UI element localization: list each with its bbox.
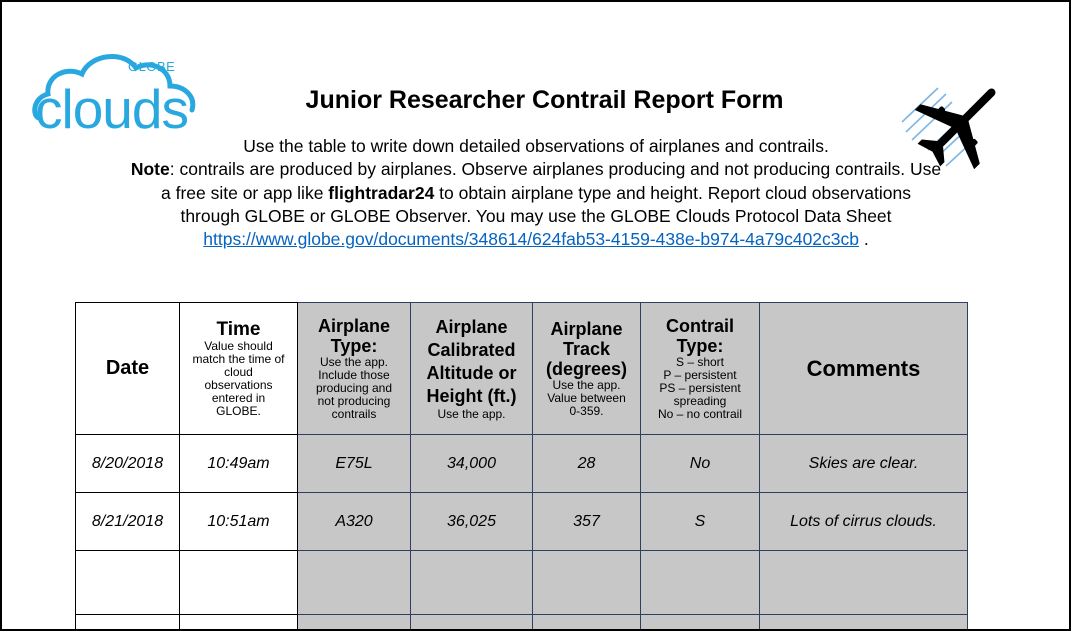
- row1-comments: Skies are clear.: [808, 454, 919, 472]
- row2-comments: Lots of cirrus clouds.: [790, 512, 937, 530]
- cell-date[interactable]: [76, 435, 180, 493]
- header-type-note: Use the app. Include those producing and not producing contrails: [315, 355, 393, 421]
- row1-type: E75L: [335, 454, 373, 472]
- intro-line: Use the table to write down detailed observations of airplanes and contrails.: [243, 136, 829, 156]
- data-sheet-link[interactable]: https://www.globe.gov/documents/348614/624fab53-4159-438e-b974-4a79c402c3cb: [203, 229, 860, 250]
- header-contrail-type: [641, 303, 760, 435]
- header-comments: [760, 303, 968, 435]
- header-date: [76, 303, 180, 435]
- contrail-code-none: No – no contrail: [657, 407, 743, 421]
- cell-type[interactable]: [298, 615, 411, 631]
- row1-time: 10:49am: [207, 454, 270, 472]
- cell-altitude[interactable]: [411, 435, 533, 493]
- header-time-label: Time: [216, 318, 261, 340]
- row2-date: 8/21/2018: [91, 512, 164, 530]
- table-row: [76, 435, 968, 493]
- row1-date: 8/20/2018: [91, 454, 164, 472]
- note-text-part-2: to obtain airplane type and height. Report cloud observations through GLOBE or GLOBE Observer. You may use the GLOBE Clouds Protocol Data Sheet: [180, 182, 912, 226]
- cell-altitude[interactable]: [411, 551, 533, 615]
- row2-type: A320: [335, 512, 373, 530]
- cell-type[interactable]: [298, 435, 411, 493]
- globe-clouds-logo: [32, 46, 202, 146]
- header-track-label: Airplane Track (degrees): [545, 319, 628, 379]
- note-text-part-1: : contrails are produced by airplanes. Observe airplanes producing and not producing contrails. Use a free site or app like: [160, 159, 942, 203]
- row1-altitude: 34,000: [447, 454, 496, 472]
- cell-track[interactable]: [533, 493, 641, 551]
- cell-contrail[interactable]: [641, 435, 760, 493]
- cell-track[interactable]: [533, 551, 641, 615]
- header-time-note: Value should match the time of cloud observations entered in GLOBE.: [192, 338, 285, 418]
- table-row-empty: [76, 615, 968, 631]
- contrail-code-persistent: P – persistent: [663, 368, 737, 382]
- cell-date[interactable]: [76, 493, 180, 551]
- header-time: [180, 303, 298, 435]
- cell-type[interactable]: [298, 493, 411, 551]
- contrail-report-table: [75, 302, 968, 631]
- cell-time[interactable]: [180, 435, 298, 493]
- header-airplane-type: [298, 303, 411, 435]
- app-name: flightradar24: [328, 182, 435, 203]
- header-contrail-label: Contrail Type:: [665, 316, 734, 356]
- table-row: [76, 493, 968, 551]
- logo-globe-text: GLOBE: [128, 59, 176, 74]
- header-type-label: Airplane Type:: [317, 316, 391, 356]
- cell-altitude[interactable]: [411, 493, 533, 551]
- cell-time[interactable]: [180, 493, 298, 551]
- cell-contrail[interactable]: [641, 615, 760, 631]
- logo-clouds-text: clouds: [35, 78, 188, 140]
- note-label: Note: [130, 159, 170, 180]
- cell-comments[interactable]: [760, 493, 968, 551]
- cell-comments[interactable]: [760, 551, 968, 615]
- row2-altitude: 36,025: [447, 512, 496, 530]
- header-track-note: Use the app. Value between 0-359.: [547, 378, 626, 418]
- cell-comments[interactable]: [760, 615, 968, 631]
- row2-time: 10:51am: [207, 512, 270, 530]
- contrail-code-short: S – short: [675, 355, 725, 369]
- table-header-row: [76, 303, 968, 435]
- header-altitude-label: Airplane Calibrated Altitude or Height (ft.): [426, 317, 517, 406]
- header-comments-label: Comments: [806, 355, 921, 381]
- header-altitude: [411, 303, 533, 435]
- cell-track[interactable]: [533, 435, 641, 493]
- header-track: [533, 303, 641, 435]
- table-row-empty: [76, 551, 968, 615]
- row2-track: 357: [573, 512, 600, 530]
- cell-track[interactable]: [533, 615, 641, 631]
- cell-type[interactable]: [298, 551, 411, 615]
- row1-track: 28: [577, 454, 596, 472]
- header-altitude-note: Use the app.: [437, 407, 506, 421]
- cell-time[interactable]: [180, 615, 298, 631]
- page-title: Junior Researcher Contrail Report Form: [305, 86, 784, 114]
- row2-contrail: S: [694, 512, 706, 530]
- row1-contrail: No: [689, 454, 711, 472]
- cell-date[interactable]: [76, 551, 180, 615]
- instructions: [130, 135, 942, 251]
- link-trailing-text: .: [859, 229, 869, 250]
- cell-date[interactable]: [76, 615, 180, 631]
- cell-contrail[interactable]: [641, 551, 760, 615]
- header-date-label: Date: [105, 357, 150, 379]
- cell-contrail[interactable]: [641, 493, 760, 551]
- cell-altitude[interactable]: [411, 615, 533, 631]
- contrail-code-spreading: PS – persistent spreading: [659, 381, 741, 408]
- cell-comments[interactable]: [760, 435, 968, 493]
- cell-time[interactable]: [180, 551, 298, 615]
